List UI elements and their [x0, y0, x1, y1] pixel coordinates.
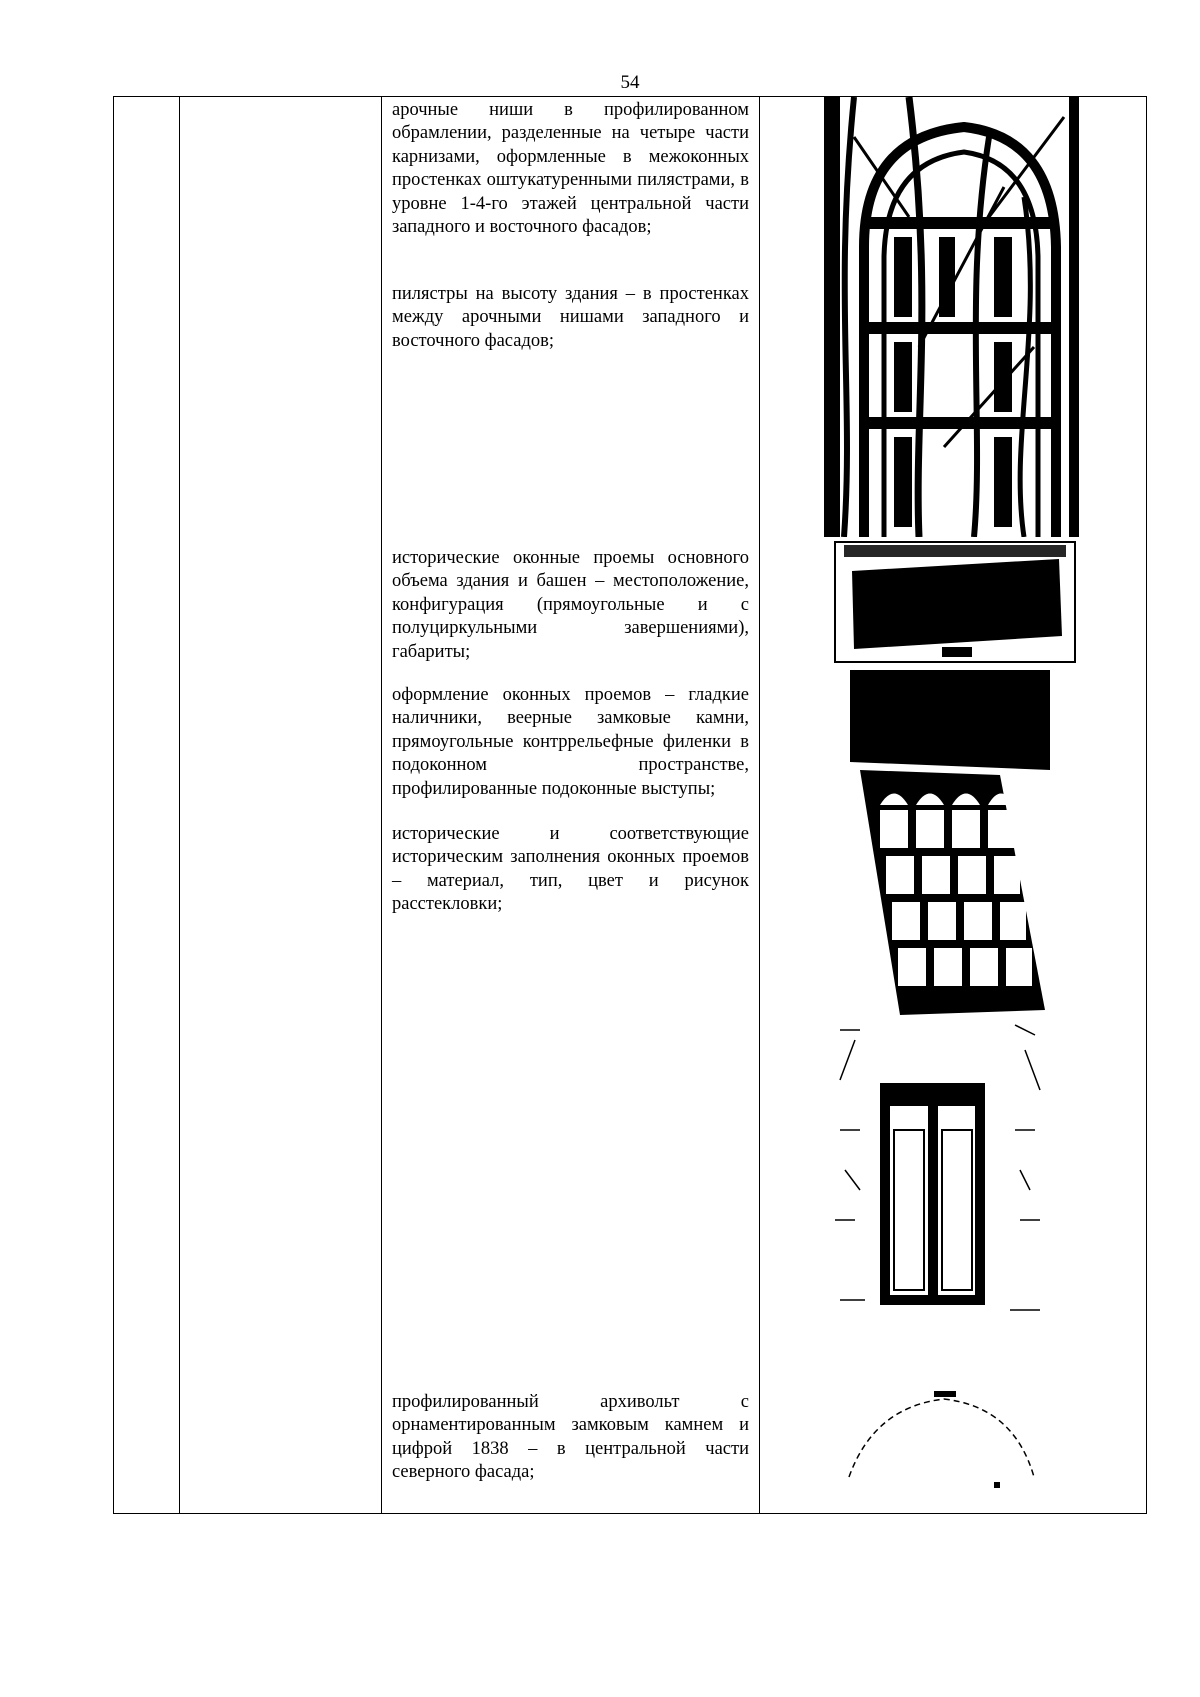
window-panel-photo [834, 541, 1076, 663]
facade-arches-photo [824, 97, 1094, 537]
table-cell-object [180, 97, 382, 1514]
paragraph-window-fillings: исторические и соответствующие историческим заполнения оконных проемов – материал, тип, цвет и рисунок расстекловки; [392, 824, 749, 915]
paragraph-pilasters: пилястры на высоту здания – в простенках между арочными нишами западного и восточного фасадов; [392, 284, 749, 351]
table-cell-index [114, 97, 180, 1514]
archivolt-photo [834, 1387, 1044, 1492]
paragraph-archivolt: профилированный архивольт с орнаментированным замковым камнем и цифрой 1838 – в центральной части северного фасада; [392, 1392, 749, 1483]
window-frame-photo [830, 1020, 1050, 1330]
paragraph-window-decoration: оформление оконных проемов – гладкие наличники, веерные замковые камни, прямоугольные контррельефные филенки в подоконном пространстве, профилированные подоконные выступы; [392, 685, 749, 799]
window-grid-photo [850, 670, 1050, 1020]
page-number: 54 [620, 72, 640, 93]
table-cell-photos [760, 97, 1147, 1514]
paragraph-arched-niches: арочные ниши в профилированном обрамлении, разделенные на четыре части карнизами, оформленные в межоконных простенках оштукатуренными пилястрами, в уровне 1-4-го этажей центральной части западного и восточного фасадов; [392, 100, 749, 238]
paragraph-window-openings: исторические оконные проемы основного объема здания и башен – местоположение, конфигурация (прямоугольные и с полуциркульными завершениями), габариты; [392, 548, 749, 662]
table-cell-description [382, 97, 760, 1514]
table-row [114, 97, 1147, 1514]
document-table [113, 96, 1147, 1514]
